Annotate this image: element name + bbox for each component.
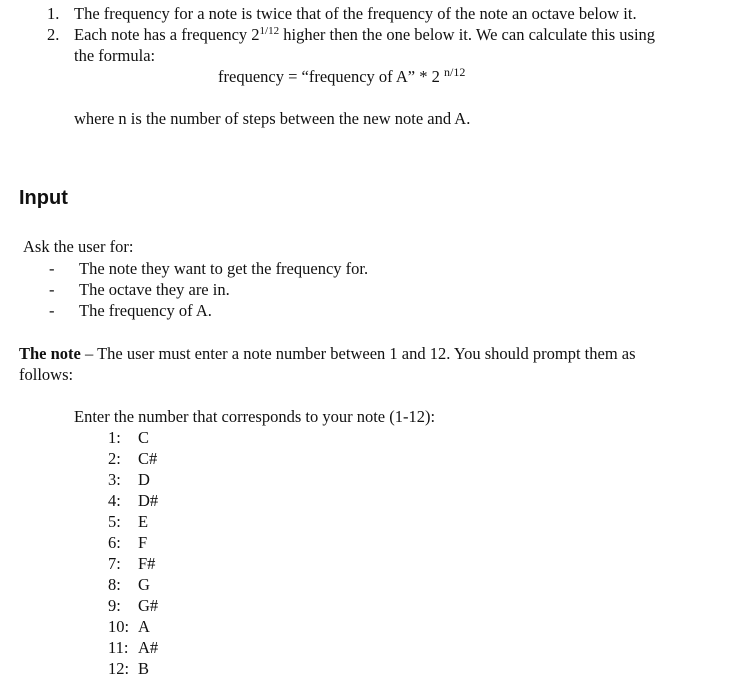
- prompt-heading: Enter the number that corresponds to your note (1-12):: [74, 407, 436, 426]
- note-row: 7: F#: [108, 554, 156, 573]
- where-text: where n is the number of steps between the new note and A.: [74, 109, 471, 128]
- note-paragraph: The note – The user must enter a note number between 1 and 12. You should prompt them as: [19, 344, 636, 363]
- ask-intro: Ask the user for:: [23, 237, 134, 256]
- note-row: 2: C#: [108, 449, 158, 468]
- note-row: 5: E: [108, 512, 149, 531]
- note-row: 11: A#: [108, 638, 159, 657]
- note-row: 4: D#: [108, 491, 159, 510]
- formula-exponent: n/12: [444, 65, 466, 79]
- note-row: 1: C: [108, 428, 150, 447]
- note-row: 3: D: [108, 470, 150, 489]
- section-heading-input: Input: [19, 187, 68, 209]
- note-row: 8: G: [108, 575, 150, 594]
- formula: frequency = “frequency of A” * 2 $^{n/12}$: [218, 65, 466, 86]
- note-row: 12: B: [108, 659, 150, 678]
- list-text-continued: the formula:: [74, 46, 156, 65]
- note-paragraph-bold: The note: [19, 344, 81, 363]
- list-text: The frequency for a note is twice that of the frequency of the note an octave below it.: [74, 4, 637, 23]
- list-number: 2.: [47, 25, 60, 44]
- note-row: 9: G#: [108, 596, 159, 615]
- superscript: 1/12: [259, 25, 280, 37]
- note-paragraph-continued: follows:: [19, 365, 74, 384]
- note-row: 6: F: [108, 533, 148, 552]
- list-number: 1.: [47, 4, 60, 23]
- list-text: Each note has a frequency $2^{1/12}$ higher then the one below it. We can calculate this using: [74, 25, 656, 44]
- note-row: 10: A: [108, 617, 150, 636]
